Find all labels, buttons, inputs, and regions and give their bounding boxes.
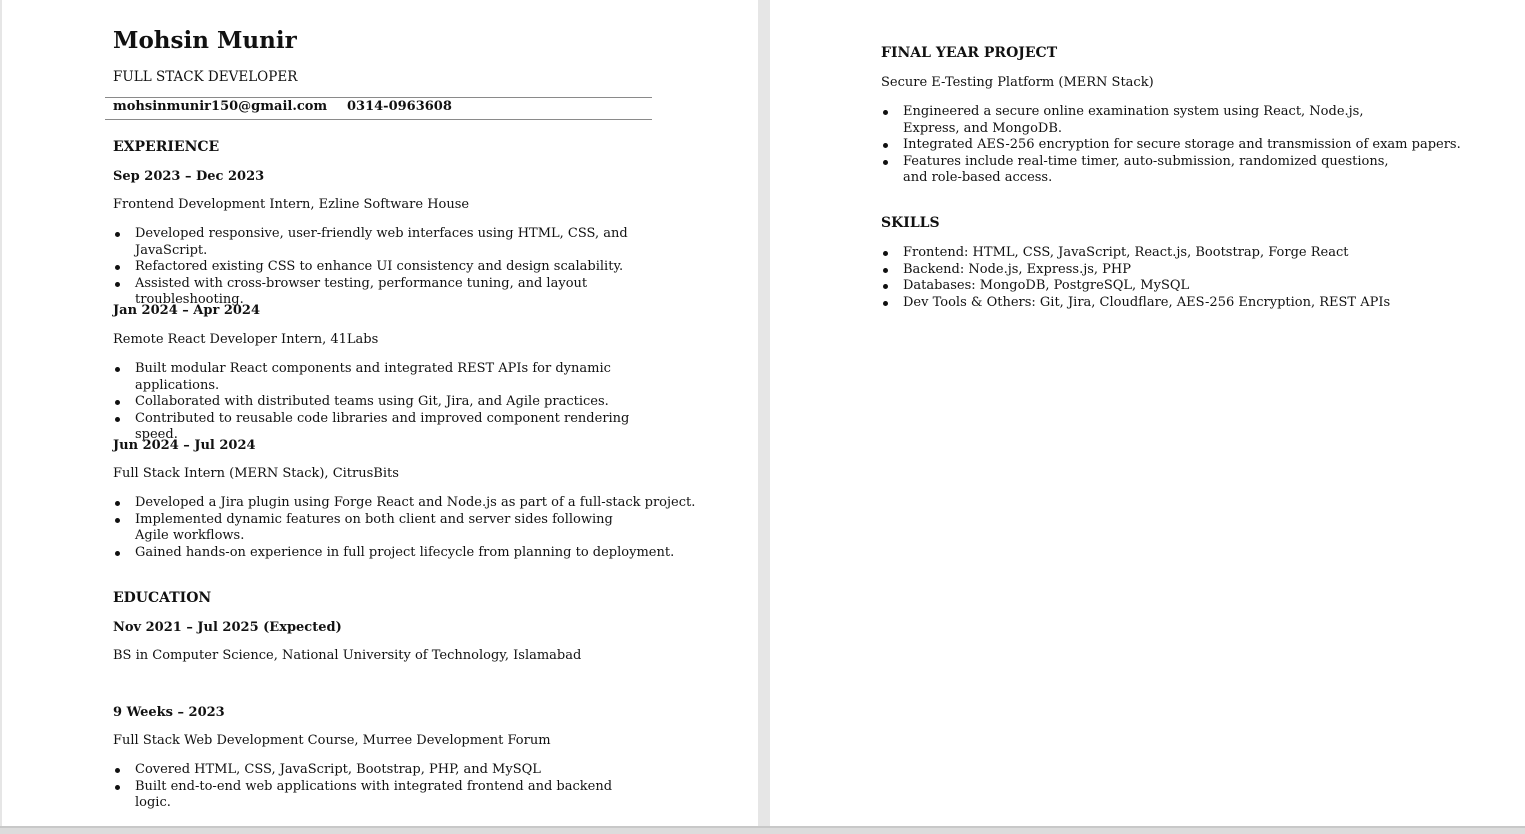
document-page-2 xyxy=(770,0,1525,826)
document-page-1 xyxy=(2,0,758,826)
list-item: Dev Tools & Others: Git, Jira, Cloudflare, AES-256 Encryption, REST APIs xyxy=(881,295,1441,312)
list-item: Contributed to reusable code libraries and improved component rendering speed. xyxy=(113,411,643,444)
list-item: Collaborated with distributed teams using Git, Jira, and Agile practices. xyxy=(113,394,643,411)
education-title: Full Stack Web Development Course, Murree Development Forum xyxy=(113,733,551,748)
job-bullets xyxy=(113,361,643,444)
job-bullets xyxy=(113,226,643,309)
project-bullets xyxy=(881,104,1461,187)
project-title: Secure E-Testing Platform (MERN Stack) xyxy=(881,75,1154,90)
contact-email: mohsinmunir150@gmail.com xyxy=(113,99,328,114)
skills-list xyxy=(881,245,1441,311)
list-item: Engineered a secure online examination system using React, Node.js, Express, and MongoDB. xyxy=(881,104,1391,137)
education-title: BS in Computer Science, National University of Technology, Islamabad xyxy=(113,648,582,663)
job-title: Full Stack Intern (MERN Stack), CitrusBits xyxy=(113,466,399,481)
list-item: Frontend: HTML, CSS, JavaScript, React.js, Bootstrap, Forge React xyxy=(881,245,1441,262)
education-date: Nov 2021 – Jul 2025 (Expected) xyxy=(113,620,342,635)
contact-top-rule xyxy=(105,97,652,98)
list-item: Assisted with cross-browser testing, performance tuning, and layout troubleshooting. xyxy=(113,276,643,309)
list-item: Refactored existing CSS to enhance UI consistency and design scalability. xyxy=(113,259,643,276)
list-item: Databases: MongoDB, PostgreSQL, MySQL xyxy=(881,278,1441,295)
job-date: Jun 2024 – Jul 2024 xyxy=(113,438,256,453)
list-item: Integrated AES-256 encryption for secure storage and transmission of exam papers. xyxy=(881,137,1391,154)
list-item: Built end-to-end web applications with integrated frontend and backend logic. xyxy=(113,779,643,812)
resume-role: FULL STACK DEVELOPER xyxy=(113,69,298,85)
viewer-bottom-strip xyxy=(0,826,1525,834)
experience-heading: EXPERIENCE xyxy=(113,139,220,155)
list-item: Developed a Jira plugin using Forge React and Node.js as part of a full-stack project. xyxy=(113,495,613,512)
list-item: Features include real-time timer, auto-submission, randomized questions, and role-based access. xyxy=(881,154,1391,187)
list-item: Backend: Node.js, Express.js, PHP xyxy=(881,262,1441,279)
list-item: Built modular React components and integrated REST APIs for dynamic applications. xyxy=(113,361,643,394)
education-heading: EDUCATION xyxy=(113,590,212,606)
education-date: 9 Weeks – 2023 xyxy=(113,705,225,720)
list-item: Gained hands-on experience in full project lifecycle from planning to deployment. xyxy=(113,545,613,562)
project-heading: FINAL YEAR PROJECT xyxy=(881,45,1058,61)
list-item: Developed responsive, user-friendly web interfaces using HTML, CSS, and JavaScript. xyxy=(113,226,643,259)
contact-bottom-rule xyxy=(105,119,652,120)
contact-phone: 0314-0963608 xyxy=(347,99,452,114)
job-date: Jan 2024 – Apr 2024 xyxy=(113,303,261,318)
job-date: Sep 2023 – Dec 2023 xyxy=(113,169,265,184)
list-item: Implemented dynamic features on both client and server sides following Agile workflows. xyxy=(113,512,613,545)
skills-heading: SKILLS xyxy=(881,215,940,231)
job-title: Remote React Developer Intern, 41Labs xyxy=(113,332,379,347)
job-title: Frontend Development Intern, Ezline Software House xyxy=(113,197,470,212)
education-bullets xyxy=(113,762,643,812)
resume-name: Mohsin Munir xyxy=(113,27,297,54)
job-bullets xyxy=(113,495,696,561)
list-item: Covered HTML, CSS, JavaScript, Bootstrap, PHP, and MySQL xyxy=(113,762,643,779)
